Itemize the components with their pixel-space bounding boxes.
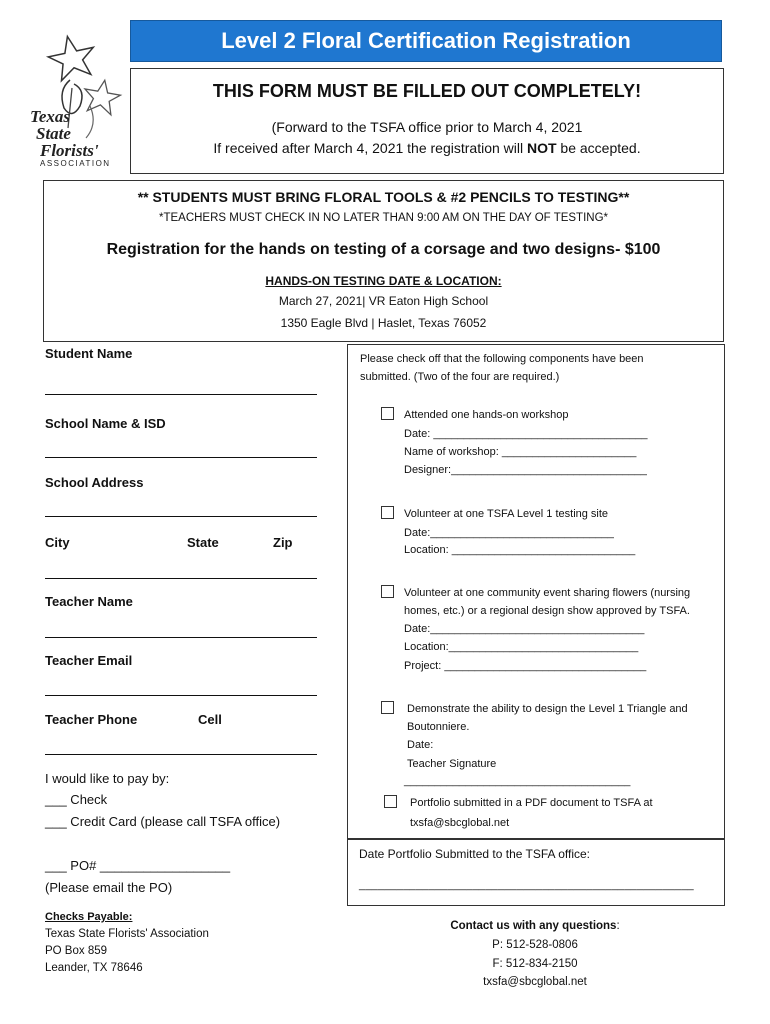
community-event-date[interactable]: Date:___________________________________ — [404, 623, 645, 635]
portfolio-checkbox[interactable] — [384, 795, 397, 808]
city-label: City — [45, 535, 70, 550]
notice-warning: If received after March 4, 2021 the registration will NOT be accepted. — [213, 140, 641, 156]
portfolio-date-box — [347, 838, 725, 906]
volunteer-testing-title: Volunteer at one TSFA Level 1 testing site — [404, 508, 609, 520]
demonstrate-checkbox[interactable] — [381, 701, 394, 714]
volunteer-testing-date[interactable]: Date:______________________________ — [404, 527, 614, 539]
po-note: (Please email the PO) — [45, 880, 173, 895]
portfolio-date-line[interactable]: _____________________________________________________ — [359, 879, 694, 891]
volunteer-testing-checkbox[interactable] — [381, 506, 394, 519]
community-event-title-1: Volunteer at one community event sharing flowers (nursing — [404, 587, 691, 599]
demonstrate-title-1: Demonstrate the ability to design the Level 1 Triangle and — [407, 703, 688, 715]
payee-name: Texas State Florists' Association — [45, 928, 209, 940]
notice-box — [130, 68, 724, 174]
teacher-signature-line[interactable]: _____________________________________ — [404, 775, 631, 787]
tools-notice: ** STUDENTS MUST BRING FLORAL TOOLS & #2 PENCILS TO TESTING** — [137, 189, 630, 205]
contact-phone: P: 512-528-0806 — [492, 939, 578, 951]
teacher-name-label: Teacher Name — [45, 594, 133, 609]
logo-association: ASSOCIATION — [40, 159, 111, 168]
components-intro-1: Please check off that the following components have been — [360, 353, 644, 365]
zip-label: Zip — [273, 535, 293, 550]
teacher-email-line[interactable] — [45, 695, 317, 696]
teacher-email-label: Teacher Email — [45, 653, 133, 668]
teacher-phone-line[interactable] — [45, 754, 317, 755]
notice-deadline: (Forward to the TSFA office prior to March 4, 2021 — [271, 119, 583, 135]
volunteer-testing-location[interactable]: Location: ______________________________ — [404, 544, 636, 556]
form-title-banner: Level 2 Floral Certification Registration — [130, 20, 722, 62]
city-state-zip-line[interactable] — [45, 578, 317, 579]
teacher-phone-label: Teacher Phone — [45, 712, 138, 727]
contact-fax: F: 512-834-2150 — [492, 958, 578, 970]
cell-label: Cell — [198, 712, 222, 727]
contact-email[interactable]: txsfa@sbcglobal.net — [483, 976, 587, 988]
portfolio-email: txsfa@sbcglobal.net — [410, 817, 510, 829]
community-event-project[interactable]: Project: _________________________________ — [404, 660, 647, 672]
student-name-label: Student Name — [45, 346, 133, 361]
payee-city: Leander, TX 78646 — [45, 962, 143, 974]
teacher-name-line[interactable] — [45, 637, 317, 638]
student-name-line[interactable] — [45, 394, 317, 395]
community-event-checkbox[interactable] — [381, 585, 394, 598]
testing-address: 1350 Eagle Blvd | Haslet, Texas 76052 — [280, 316, 487, 330]
workshop-checkbox[interactable] — [381, 407, 394, 420]
school-address-line[interactable] — [45, 516, 317, 517]
teacher-signature-label: Teacher Signature — [407, 758, 497, 770]
payee-pobox: PO Box 859 — [45, 945, 108, 957]
workshop-name[interactable]: Name of workshop: ______________________ — [404, 446, 637, 458]
registration-fee: Registration for the hands on testing of a corsage and two designs- $100 — [106, 241, 661, 258]
school-name-label: School Name & ISD — [45, 416, 166, 431]
logo-wordmark: Texas State Florists' — [30, 107, 99, 160]
payment-intro: I would like to pay by: — [45, 771, 170, 786]
school-name-line[interactable] — [45, 457, 317, 458]
state-label: State — [187, 535, 219, 550]
demonstrate-date[interactable]: Date: — [407, 739, 434, 751]
community-event-location[interactable]: Location:_______________________________ — [404, 641, 639, 653]
testing-heading: HANDS-ON TESTING DATE & LOCATION: — [265, 274, 502, 288]
workshop-title: Attended one hands-on workshop — [404, 409, 569, 421]
notice-title: THIS FORM MUST BE FILLED OUT COMPLETELY! — [212, 81, 642, 101]
portfolio-date-label: Date Portfolio Submitted to the TSFA office: — [359, 847, 591, 861]
workshop-designer[interactable]: Designer:________________________________ — [404, 464, 647, 476]
checks-payable-heading: Checks Payable: — [45, 911, 133, 923]
components-intro-2: submitted. (Two of the four are required.) — [360, 371, 560, 383]
community-event-title-2: homes, etc.) or a regional design show approved by TSFA. — [404, 605, 690, 617]
teacher-checkin-notice: *TEACHERS MUST CHECK IN NO LATER THAN 9:00 AM ON THE DAY OF TESTING* — [158, 212, 609, 224]
pay-check-option[interactable]: ___ Check — [45, 792, 108, 807]
components-box — [347, 344, 725, 840]
school-address-label: School Address — [45, 475, 144, 490]
workshop-date[interactable]: Date: ___________________________________ — [404, 428, 648, 440]
pay-credit-option[interactable]: ___ Credit Card (please call TSFA office) — [45, 814, 281, 829]
contact-heading: Contact us with any questions: — [450, 920, 620, 932]
demonstrate-title-2: Boutonniere. — [407, 721, 470, 733]
testing-date-location: March 27, 2021| VR Eaton High School — [278, 294, 489, 308]
portfolio-title: Portfolio submitted in a PDF document to TSFA at — [410, 797, 653, 809]
testing-info-box — [43, 180, 724, 342]
pay-po-option[interactable]: ___ PO# __________________ — [45, 858, 231, 873]
